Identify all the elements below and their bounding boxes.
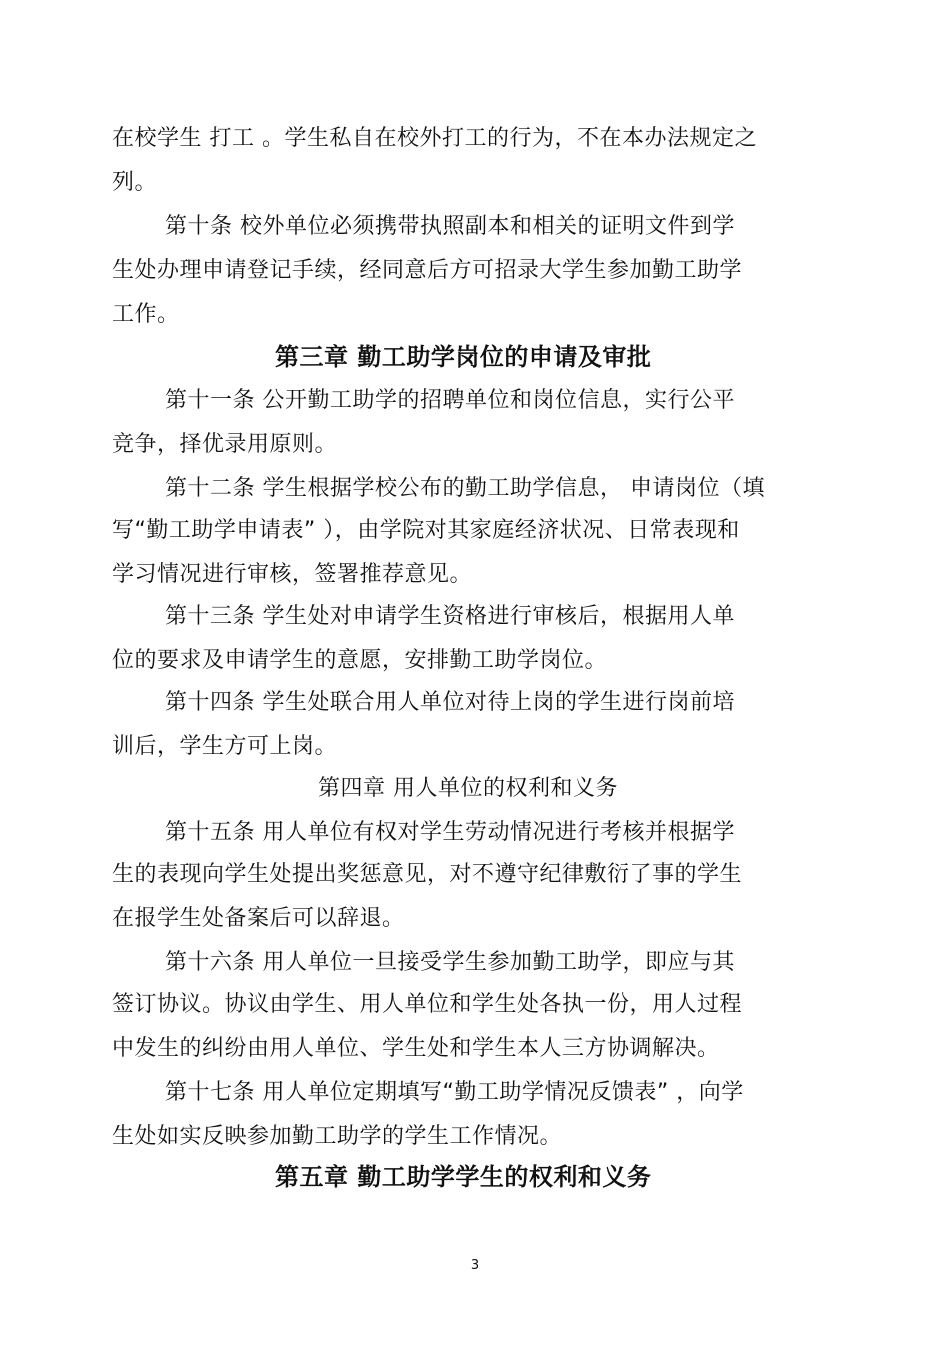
text-line: 签订协议。协议由学生、用人单位和学生处各执一份，用人过程 bbox=[112, 992, 743, 1017]
article-11: 第十一条 公开勤工助学的招聘单位和岗位信息，实行公平 bbox=[165, 388, 735, 413]
chapter-5-heading: 第五章 勤工助学学生的权利和义务 bbox=[275, 1163, 652, 1191]
text-line: 学习情况进行审核，签署推荐意见。 bbox=[112, 562, 473, 587]
text-line: 写“勤工助学申请表” ），由学院对其家庭经济状况、日常表现和 bbox=[112, 518, 740, 543]
text-line: 生的表现向学生处提出奖惩意见，对不遵守纪律敷衍了事的学生 bbox=[112, 862, 743, 887]
article-16: 第十六条 用人单位一旦接受学生参加勤工助学，即应与其 bbox=[165, 950, 735, 975]
text-line: 工作。 bbox=[112, 302, 180, 327]
article-15: 第十五条 用人单位有权对学生劳动情况进行考核并根据学 bbox=[165, 820, 735, 845]
text-line: 生处办理申请登记手续，经同意后方可招录大学生参加勤工助学 bbox=[112, 258, 743, 283]
text-line: 生处如实反映参加勤工助学的学生工作情况。 bbox=[112, 1124, 563, 1149]
page-number: 3 bbox=[470, 1258, 480, 1273]
text-line: 列。 bbox=[112, 170, 158, 195]
chapter-4-heading: 第四章 用人单位的权利和义务 bbox=[318, 776, 618, 801]
article-17: 第十七条 用人单位定期填写“勤工助学情况反馈表” ，向学 bbox=[165, 1080, 744, 1105]
chapter-3-heading: 第三章 勤工助学岗位的申请及审批 bbox=[275, 343, 652, 371]
text-line: 竞争，择优录用原则。 bbox=[112, 432, 338, 457]
text-line: 在校学生 打工 。学生私自在校外打工的行为，不在本办法规定之 bbox=[112, 126, 757, 151]
article-14: 第十四条 学生处联合用人单位对待上岗的学生进行岗前培 bbox=[165, 690, 735, 715]
text-line: 训后，学生方可上岗。 bbox=[112, 734, 338, 759]
article-12: 第十二条 学生根据学校公布的勤工助学信息， 申请岗位（填 bbox=[165, 476, 765, 501]
text-line: 位的要求及申请学生的意愿，安排勤工助学岗位。 bbox=[112, 648, 608, 673]
text-line: 中发生的纠纷由用人单位、学生处和学生本人三方协调解决。 bbox=[112, 1036, 720, 1061]
article-13: 第十三条 学生处对申请学生资格进行审核后，根据用人单 bbox=[165, 604, 735, 629]
text-line: 在报学生处备案后可以辞退。 bbox=[112, 906, 405, 931]
article-10: 第十条 校外单位必须携带执照副本和相关的证明文件到学 bbox=[165, 214, 735, 239]
